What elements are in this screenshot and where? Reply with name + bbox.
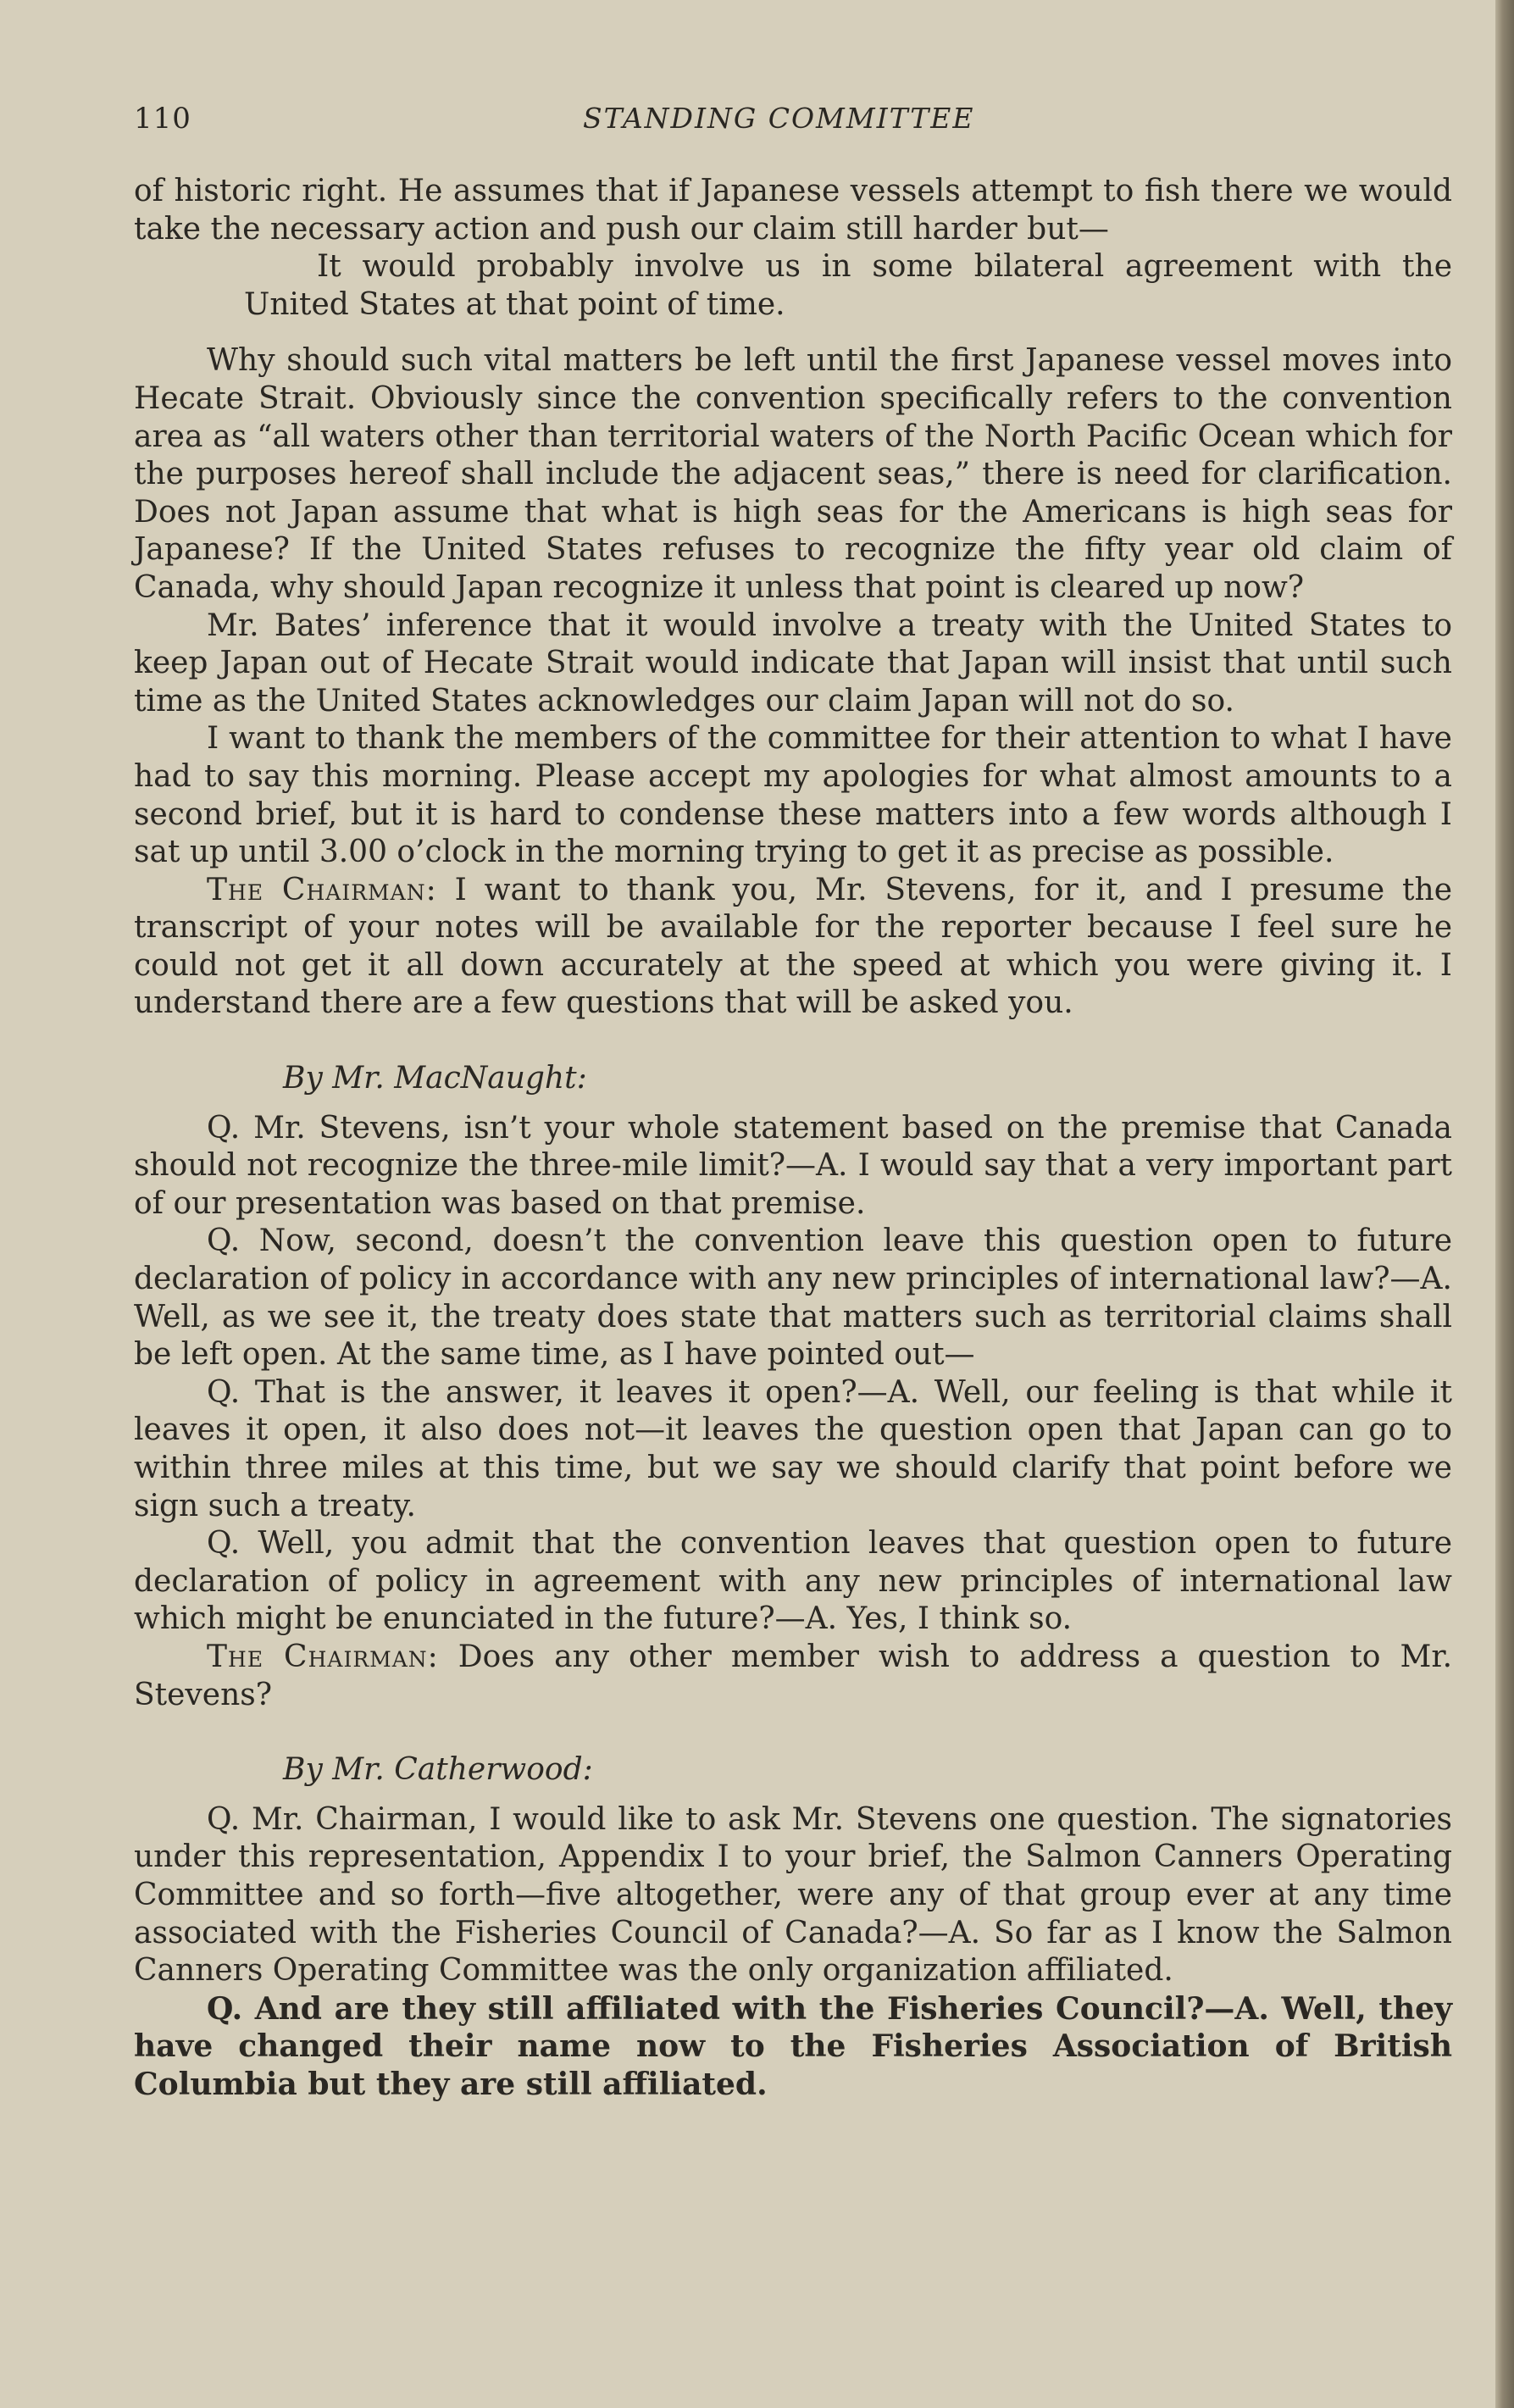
running-head (134, 98, 1456, 139)
paragraph: Mr. Bates’ inference that it would involve a treaty with the United States to keep Japan out of Hecate Strait would indicate that Japan will insist that until such time as the United States acknowledges our claim Japan will not do so. (134, 608, 1452, 719)
paragraph: I want to thank the members of the committee for their attention to what I have had to say this morning. Please accept my apologies for what almost amounts to a second brief, but it is hard to condense these matters into a few words although I sat up until 3.00 o’clock in the morning trying to get it as precise as possible. (134, 721, 1452, 870)
block-quote: It would probably involve us in some bilateral agreement with the United States at that point of time. (244, 249, 1452, 322)
paragraph: of historic right. He assumes that if Japanese vessels attempt to fish there we would take the necessary action and push our claim still harder but— (134, 174, 1452, 247)
body-text (134, 173, 1452, 2104)
page-edge-shadow (1495, 0, 1514, 2408)
remark-text: I want to thank you, Mr. Stevens, for it, and I presume the transcript of your notes will be available for the reporter because I feel sure he could not get it all down accurately at the speed at which you were giving it. I understand there are a few questions that will be asked you. (134, 872, 1452, 1021)
examiner-heading: By Mr. Catherwood: (283, 1752, 593, 1788)
paragraph: Why should such vital matters be left until the first Japanese vessel moves into Hecate Strait. Obviously since the convention specifically refers to the convention area as “all waters other than territorial waters of the North Pacific Ocean which for the purposes hereof shall include the adjacent seas,” there is need for clarification. Does not Japan assume that what is high seas for the Americans is high seas for Japanese? If the United States refuses to recognize the fifty year old claim of Canada, why should Japan recognize it unless that point is cleared up now? (134, 343, 1452, 605)
question-answer: Q. And are they still affiliated with the Fisheries Council?—A. Well, they have changed their name now to the Fisheries Association of British Columbia but they are still affiliated. (134, 1990, 1452, 2102)
examiner-heading: By Mr. MacNaught: (283, 1061, 587, 1096)
remark-text: Does any other member wish to address a question to Mr. Stevens? (134, 1639, 1453, 1712)
question-answer: Q. That is the answer, it leaves it open?—A. Well, our feeling is that while it leaves it open, it also does not—it leaves the question open that Japan can go to within three miles at this time, but we say we should clarify that point before we sign such a treaty. (134, 1374, 1452, 1523)
chairman-remark (134, 872, 1452, 1023)
speaker-label: The Chairman: (207, 1639, 439, 1674)
running-title: STANDING COMMITTEE (583, 102, 975, 135)
question-answer: Q. Well, you admit that the convention leaves that question open to future declaration of policy in agreement with any new principles of international law which might be enunciated in the future?—A. Yes, I think so. (134, 1526, 1452, 1637)
question-answer: Q. Now, second, doesn’t the convention leave this question open to future declaration of policy in accordance with any new principles of international law?—A. Well, as we see it, the treaty does state that matters such as territorial claims shall be left open. At the same time, as I have pointed out— (134, 1223, 1452, 1373)
question-answer: Q. Mr. Stevens, isn’t your whole statement based on the premise that Canada should not recognize the three-mile limit?—A. I would say that a very important part of our presentation was based on that premise. (134, 1110, 1452, 1221)
speaker-label: The Chairman: (207, 872, 437, 907)
question-answer: Q. Mr. Chairman, I would like to ask Mr. Stevens one question. The signatories under this representation, Appendix I to your brief, the Salmon Canners Operating Committee and so forth—five altogether, were any of that group ever at any time associated with the Fisheries Council of Canada?—A. So far as I know the Salmon Canners Operating Committee was the only organization affiliated. (134, 1801, 1452, 1989)
page-number: 110 (134, 102, 191, 136)
chairman-remark (134, 1639, 1452, 1714)
